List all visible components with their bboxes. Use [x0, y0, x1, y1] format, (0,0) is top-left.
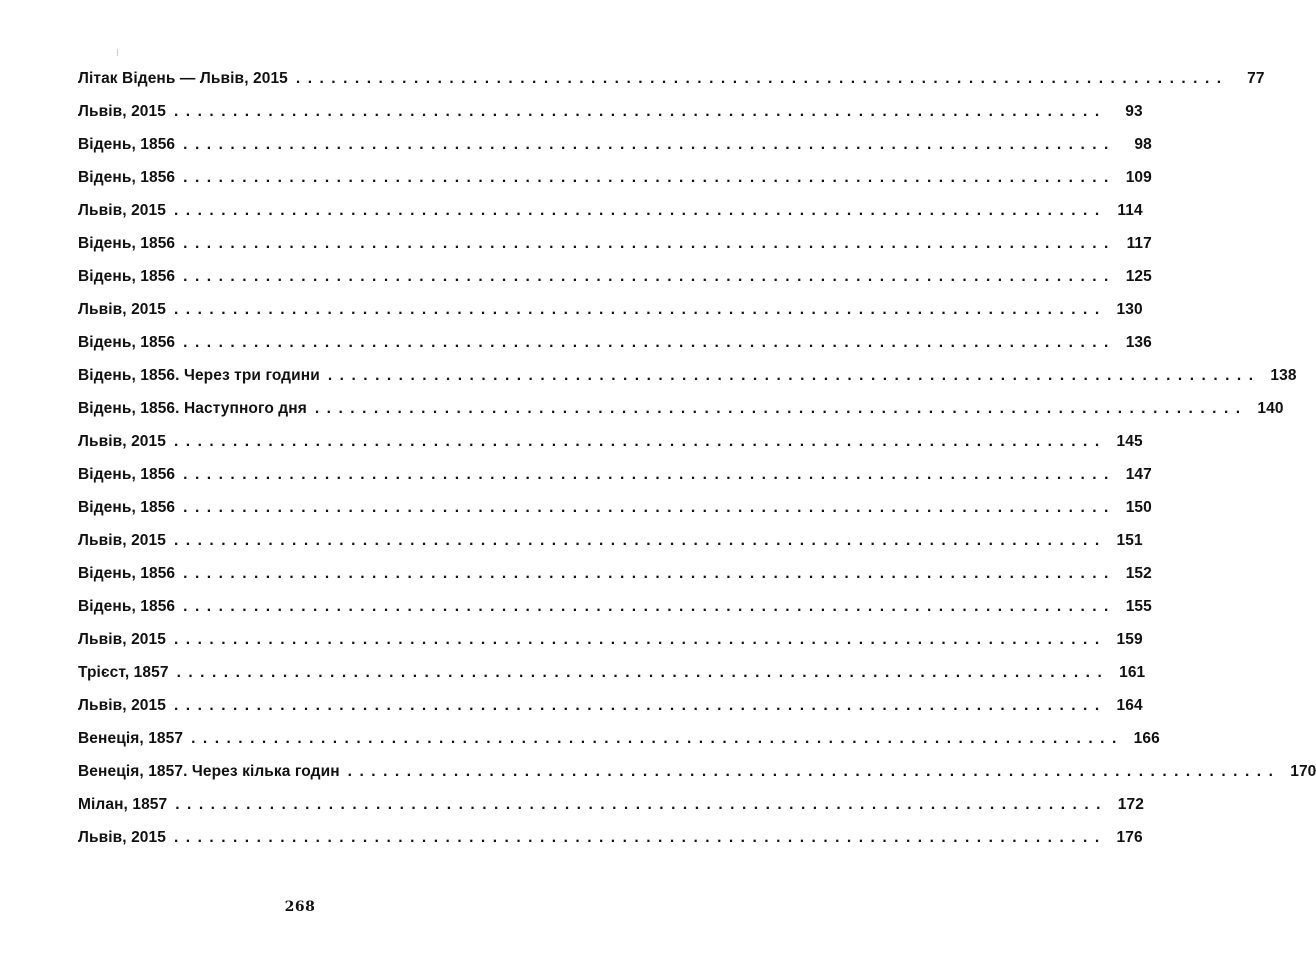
dot-leader: ............................................................................... [183, 466, 1116, 483]
toc-entry-title: Мілан, 1857 [78, 796, 168, 813]
toc-entry [78, 730, 1160, 763]
toc-entry [78, 433, 1143, 466]
toc-entry [78, 763, 1316, 796]
dot-leader: ............................................................................... [183, 565, 1116, 582]
toc-entry-page: 98 [1134, 136, 1152, 153]
toc-entry [78, 235, 1152, 268]
toc-entry-page: 152 [1125, 565, 1152, 582]
toc-entry [78, 829, 1143, 862]
toc-entry-title: Відень, 1856 [78, 235, 176, 252]
toc-entry-title: Відень, 1856 [78, 598, 176, 615]
toc-entry [78, 697, 1143, 730]
toc-entry-page: 77 [1247, 70, 1265, 87]
toc-entry-page: 117 [1126, 235, 1152, 252]
toc-entry-title: Львів, 2015 [78, 631, 166, 648]
dot-leader: ............................................................................... [173, 532, 1107, 549]
toc-entry-title: Відень, 1856 [78, 136, 176, 153]
dot-leader: ............................................................................... [173, 202, 1107, 219]
toc-entry-title: Львів, 2015 [78, 433, 166, 450]
toc-entry-title: Львів, 2015 [78, 202, 166, 219]
toc-entry-title: Відень, 1856. Наступного дня [78, 400, 307, 417]
dot-leader: ............................................................................... [173, 631, 1107, 648]
toc-entry-page: 125 [1125, 268, 1152, 285]
toc-entry [78, 631, 1143, 664]
toc-entry-page: 109 [1125, 169, 1152, 186]
dot-leader: ............................................................................... [176, 664, 1110, 681]
toc-entry-page: 93 [1125, 103, 1143, 120]
toc-entry-title: Відень, 1856 [78, 466, 176, 483]
toc-entry [78, 598, 1152, 631]
toc-entry-title: Львів, 2015 [78, 301, 166, 318]
dot-leader: ............................................................................... [173, 433, 1107, 450]
toc-entry [78, 301, 1143, 334]
toc-entry [78, 103, 1143, 136]
toc-entry [78, 268, 1152, 301]
toc-entry-title: Львів, 2015 [78, 697, 166, 714]
toc-entry-page: 161 [1119, 664, 1146, 681]
toc-entry [78, 334, 1152, 367]
dot-leader: ............................................................................... [183, 235, 1116, 252]
toc-entry-page: 114 [1117, 202, 1143, 219]
toc-entry [78, 532, 1143, 565]
toc-entry-page: 155 [1125, 598, 1152, 615]
toc-entry [78, 664, 1146, 697]
dot-leader: ............................................................................... [183, 169, 1116, 186]
toc-entry-page: 150 [1125, 499, 1152, 516]
toc-entry [78, 499, 1152, 532]
toc-entry-title: Літак Відень — Львів, 2015 [78, 70, 288, 87]
toc-entry-page: 140 [1257, 400, 1284, 417]
toc-entry-page: 138 [1270, 367, 1297, 384]
toc-entry [78, 565, 1152, 598]
toc-entry-page: 136 [1125, 334, 1152, 351]
dot-leader: ............................................................................... [175, 796, 1108, 813]
toc-entry-title: Венеція, 1857 [78, 730, 184, 747]
dot-leader: ............................................................................... [173, 829, 1107, 846]
toc-entry-title: Відень, 1856 [78, 499, 176, 516]
toc-entry-title: Трієст, 1857 [78, 664, 169, 681]
toc-entry-title: Відень, 1856 [78, 334, 176, 351]
toc-entry [78, 202, 1143, 235]
toc-entry-page: 130 [1116, 301, 1143, 318]
toc-entry [78, 466, 1152, 499]
toc-entry [78, 70, 1265, 103]
dot-leader: ............................................................................... [173, 103, 1107, 120]
toc-entry-title: Венеція, 1857. Через кілька годин [78, 763, 340, 780]
toc-entry-title: Львів, 2015 [78, 532, 166, 549]
toc-entry-title: Львів, 2015 [78, 103, 166, 120]
toc-entry-page: 176 [1116, 829, 1143, 846]
dot-leader: ............................................................................... [314, 400, 1248, 417]
toc-entry-title: Відень, 1856 [78, 565, 176, 582]
toc-entry-page: 172 [1117, 796, 1144, 813]
toc-entry-title: Львів, 2015 [78, 829, 166, 846]
toc-entry [78, 796, 1144, 829]
toc-entry-page: 164 [1116, 697, 1143, 714]
dot-leader: ............................................................................... [183, 499, 1116, 516]
toc-entry [78, 169, 1152, 202]
toc-entry-title: Відень, 1856 [78, 268, 176, 285]
toc-entry-page: 147 [1125, 466, 1152, 483]
dot-leader: ............................................................................... [347, 763, 1281, 780]
toc-entry [78, 400, 1284, 433]
page-number: 268 [284, 899, 316, 915]
dot-leader: ............................................................................... [183, 334, 1116, 351]
dot-leader: ............................................................................... [173, 301, 1107, 318]
toc-entry-page: 170 [1290, 763, 1316, 780]
dot-leader: ............................................................................... [183, 598, 1116, 615]
dot-leader: ............................................................................... [327, 367, 1261, 384]
toc-entry-page: 159 [1116, 631, 1143, 648]
dot-leader: ............................................................................... [191, 730, 1124, 747]
toc-entry [78, 367, 1297, 400]
dot-leader: ............................................................................... [183, 136, 1116, 153]
toc-entry [78, 136, 1152, 169]
table-of-contents [78, 70, 1316, 862]
toc-entry-page: 166 [1133, 730, 1160, 747]
toc-entry-title: Відень, 1856. Через три години [78, 367, 320, 384]
dot-leader: ............................................................................... [183, 268, 1116, 285]
dot-leader: ............................................................................... [173, 697, 1107, 714]
toc-entry-title: Відень, 1856 [78, 169, 176, 186]
print-speck [117, 49, 118, 56]
dot-leader: ............................................................................... [295, 70, 1229, 87]
toc-entry-page: 145 [1116, 433, 1143, 450]
toc-entry-page: 151 [1116, 532, 1143, 549]
